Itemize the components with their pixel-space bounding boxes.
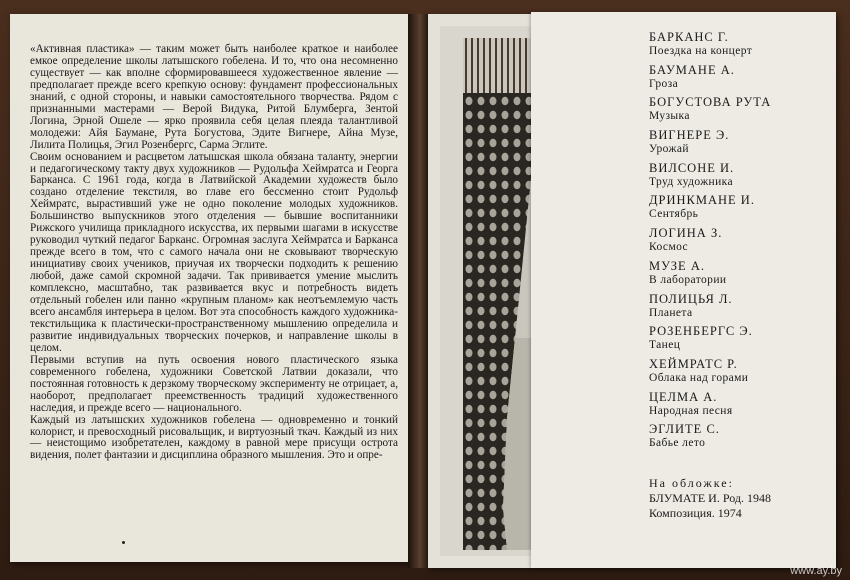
work-title: Поездка на концерт (649, 45, 753, 57)
artist-name: РОЗЕНБЕРГС Э. (649, 324, 753, 339)
ink-dot (122, 541, 125, 544)
paragraph-1: «Активная пластика» — таким может быть наиболее краткое и наиболее емкое определение школы латышского гобелена. И то, что она несомненно существует — как вполне сформировавшееся художественное явление — предполагает прежде всего крепкую основу: фундамент профессиональных знаний, с одной стороны, и навыки самостоятельного творчества. Рядом с признанными мастерами — Верой Видука, Ритой Блумберга, Зентой Логина, Эрной Ошеле — ярко проявила себя целая плеяда талантливой молодежи: Айя Баумане, Рута Богустова, Эдите Вигнере, Айна Музе, Лилита Полицья, Эгил Розенбергс, Сарма Эглите. (30, 43, 398, 151)
list-item (649, 226, 829, 259)
artist-name: МУЗЕ А. (649, 258, 705, 273)
list-item (649, 161, 829, 194)
list-item (649, 193, 829, 226)
artist-name: ДРИНКМАНЕ И. (649, 193, 755, 208)
book-spine (408, 14, 428, 568)
work-title: Музыка (649, 110, 690, 123)
artist-name: ПОЛИЦЬЯ Л. (649, 291, 733, 306)
artist-name: ЦЕЛМА А. (649, 389, 718, 404)
left-text-page (10, 14, 408, 562)
work-title: Народная песня (649, 404, 733, 417)
work-title: Космос (649, 241, 689, 254)
artist-name: ВИГНЕРЕ Э. (649, 128, 730, 143)
list-item (649, 259, 829, 292)
paragraph-2: Своим основанием и расцветом латышская школа обязана таланту, энергии и педагогическому такту двух художников — Рудольфа Хеймратса и Георга Барканса. С 1961 года, когда в Латвийской Академии художеств было создано отделение текстиля, во главе его бессменно стоит Рудольф Хеймратс, вырастивший уже не одно поколение молодых художников. Большинство выпускников этого отделения — бывшие воспитанники Рижского училища прикладного искусства, их первыми шагами в искусстве руководил чуткий педагог Барканс. Огромная заслуга Хеймратса и Барканса прежде всего в том, что с самого начала они не сковывают творческую инициативу своих учеников, приучая их творчески подходить к решению любой, даже самой скромной задачи. Так прививается умение мыслить комплексно, масштабно, так развивается вкус и потребность видеть отдельный гобелен или панно «крупным планом» как неотъемлемую часть всего ансамбля интерьера в целом. Вот эта способность каждого художника-текстильщика к пластически-пространственному мышлению определила и развитие индивидуальных творческих почерков, и направление школы в целом. (30, 150, 398, 354)
artist-name: ХЕЙМРАТС Р. (649, 356, 738, 371)
contents-list (649, 30, 829, 455)
list-item (649, 95, 829, 128)
list-item (649, 390, 829, 423)
work-title: В лаборатории (649, 273, 727, 286)
work-title: Облака над горами (649, 371, 749, 384)
artist-name: ЛОГИНА З. (649, 226, 723, 241)
article-text (30, 44, 398, 462)
work-title: Танец (649, 339, 681, 352)
artist-name: ВИЛСОНЕ И. (649, 160, 735, 175)
work-title: Планета (649, 306, 693, 319)
artist-name: БАУМАНЕ А. (649, 62, 735, 77)
work-title: Труд художника (649, 175, 733, 188)
list-item (649, 30, 829, 63)
list-item (649, 292, 829, 325)
cover-caption: На обложке: (649, 476, 734, 490)
tapestry-image (463, 38, 535, 550)
work-title: Бабье лето (649, 437, 706, 450)
watermark: www.ay.by (790, 565, 842, 577)
list-item (649, 422, 829, 455)
work-title: Урожай (649, 143, 689, 156)
paragraph-4: Каждый из латышских художников гобелена — одновременно и тонкий колорист, и превосходный рисовальщик, и виртуозный ткач. Каждый из них — неистощимо изобретателен, каждому в равной мере присущи острота видения, полет фантазии и дисциплина образного мышления. Это и опре- (30, 413, 398, 462)
artist-name: ЭГЛИТЕ С. (649, 422, 720, 437)
artist-name: БАРКАНС Г. (649, 30, 729, 44)
list-item (649, 128, 829, 161)
list-item (649, 324, 829, 357)
cover-author: БЛУМАТЕ И. Род. 1948 (649, 491, 771, 505)
paragraph-3: Первыми вступив на путь освоения нового пластического языка современного гобелена, художники Советской Латвии доказали, что постоянная готовность к дерзкому творческому эксперименту не отрицает, а, наоборот, предполагает преемственность традиций художественного наследия, и прежде всего — национального. (30, 353, 398, 414)
list-item (649, 63, 829, 96)
list-item (649, 357, 829, 390)
artist-name: БОГУСТОВА РУТА (649, 95, 772, 110)
work-title: Гроза (649, 77, 679, 90)
work-title: Сентябрь (649, 208, 699, 221)
cover-credit (649, 476, 829, 521)
cover-work: Композиция. 1974 (649, 506, 742, 520)
